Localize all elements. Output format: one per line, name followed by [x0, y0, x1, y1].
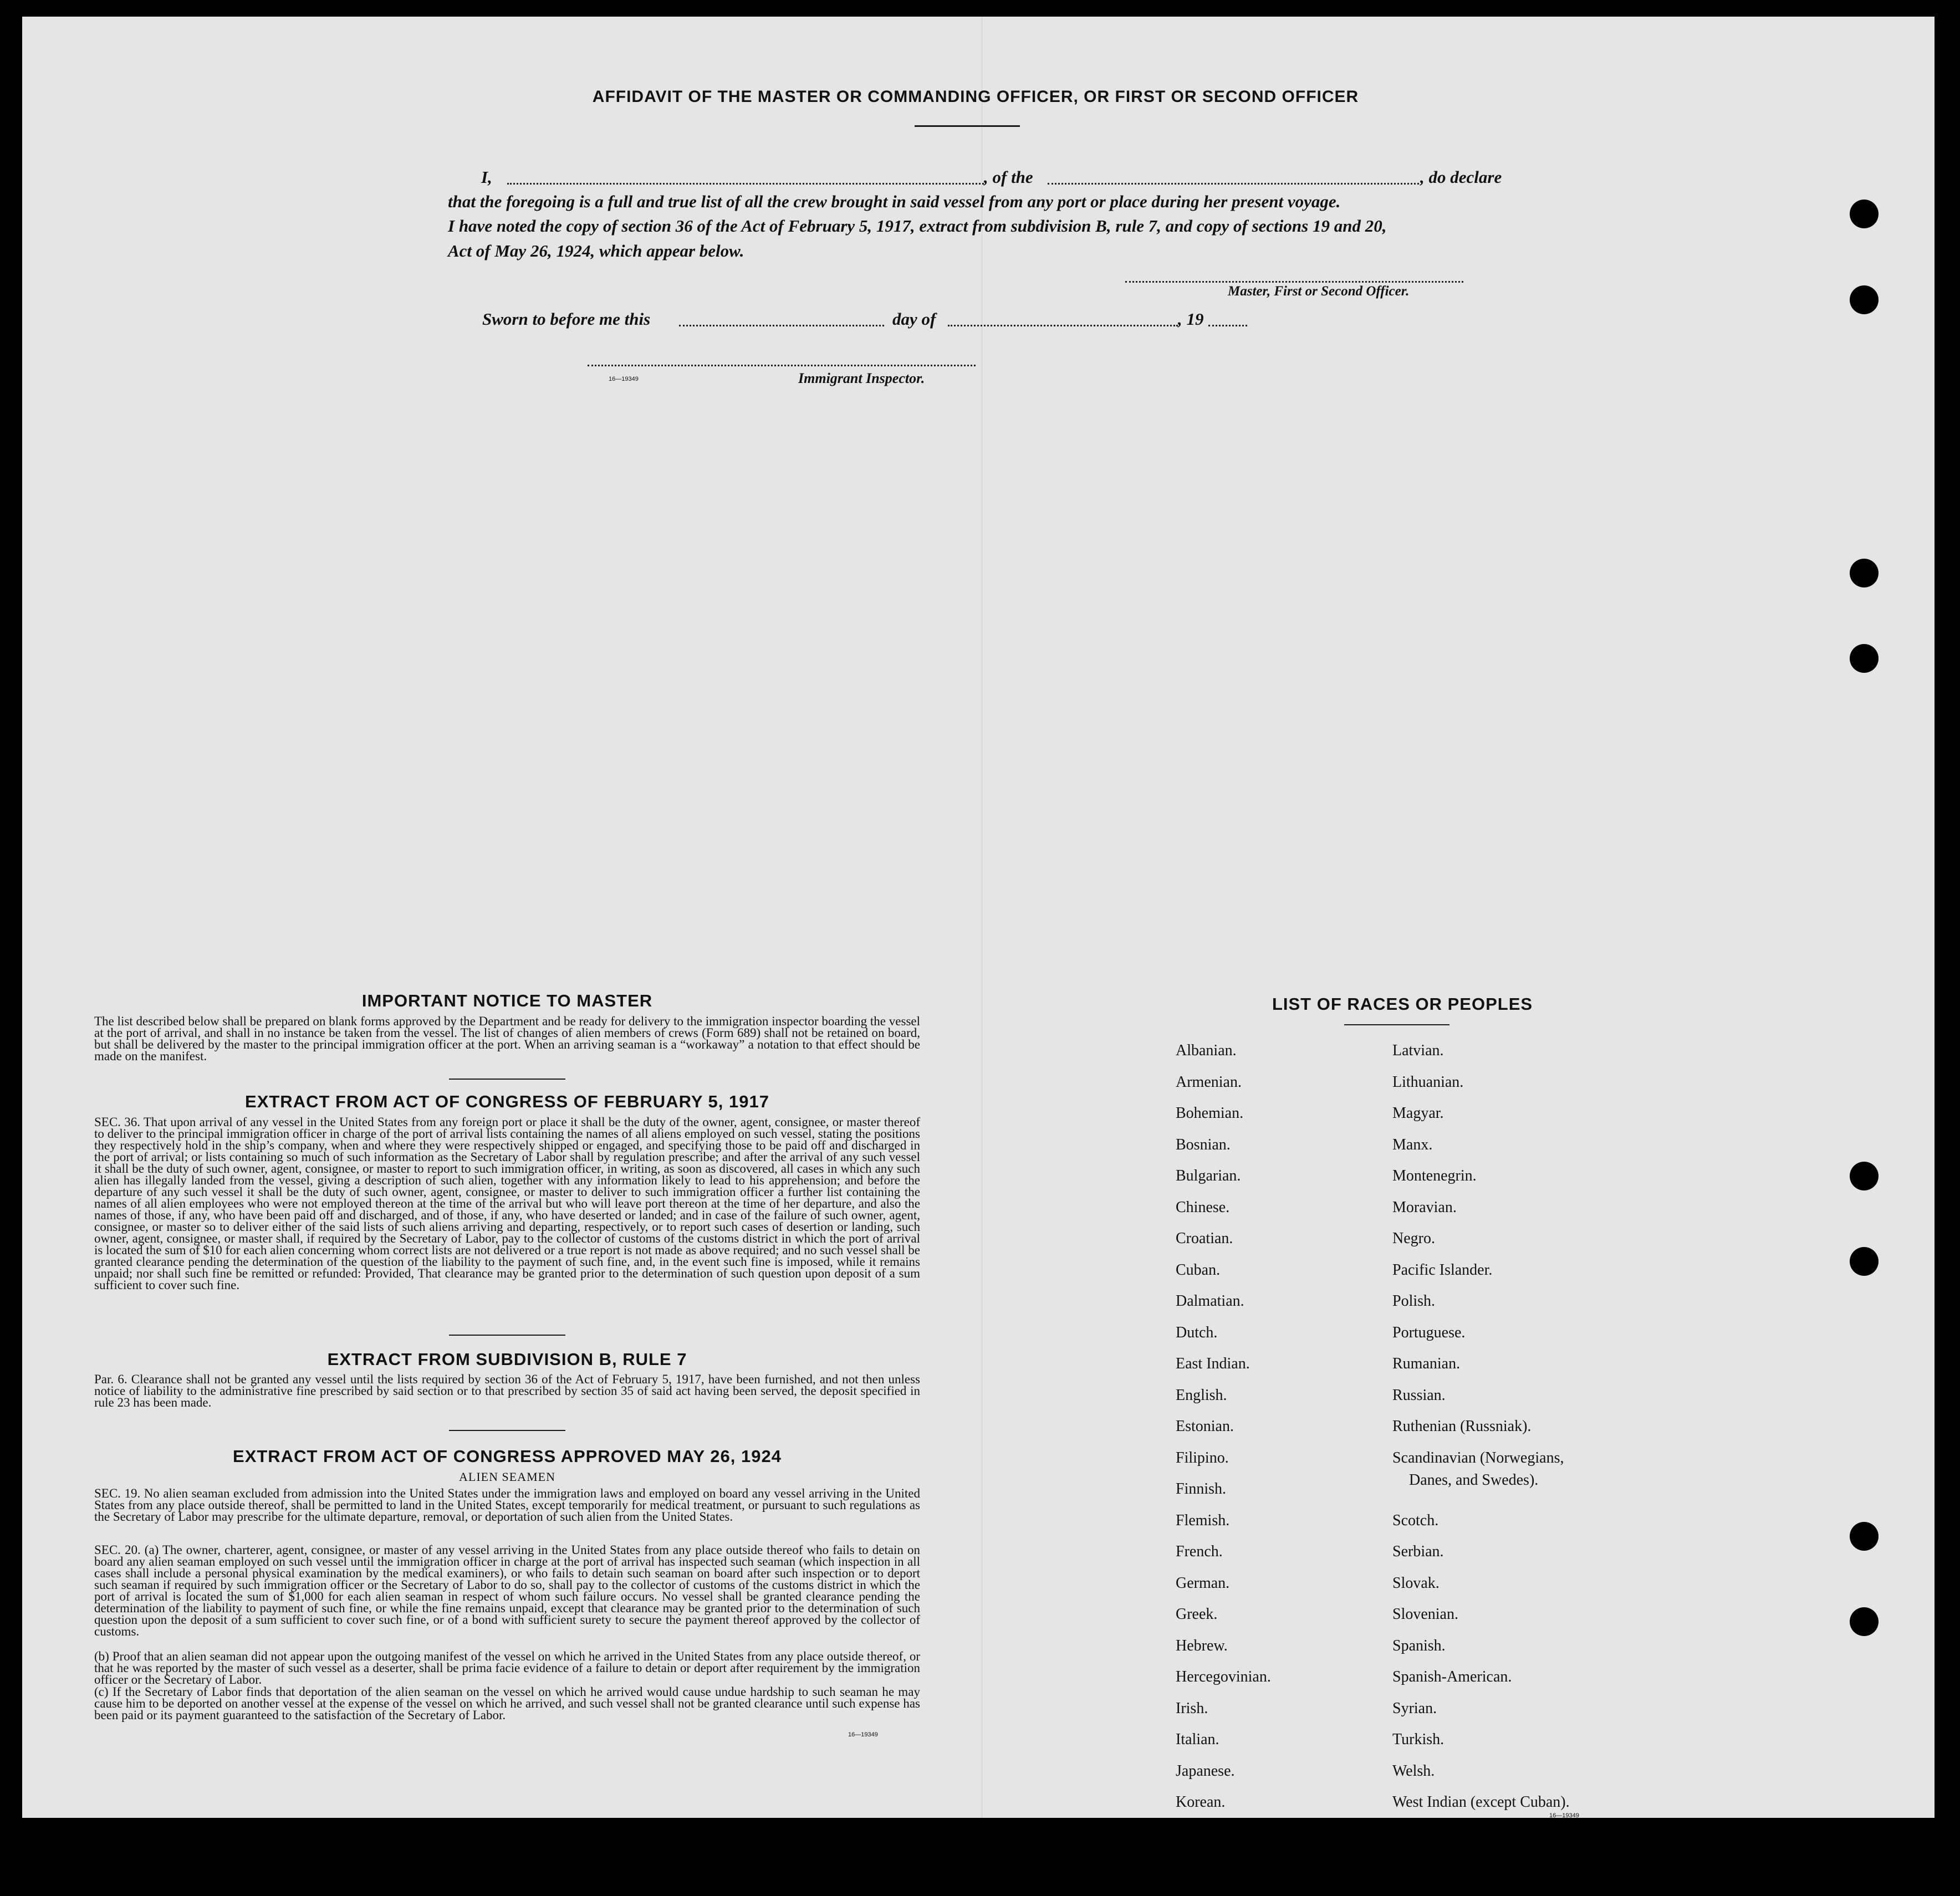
race-item: Dalmatian.: [1176, 1292, 1244, 1310]
rule7-body: Par. 6. Clearance shall not be granted any vessel until the lists required by section 36 of the Act of February 5, 1917, have been furnished, and not then unless notice of liability to the administrative fine prescribed by said section or to that prescribed by section 35 of said act having been served, the deposit specified in rule 23 has been made.: [94, 1372, 920, 1409]
master-signature-label: Master, First or Second Officer.: [1228, 284, 1410, 299]
binder-hole: [1850, 1162, 1879, 1190]
form-page: [22, 17, 1935, 1818]
race-item: Turkish.: [1392, 1731, 1445, 1748]
race-item: Portuguese.: [1392, 1323, 1466, 1341]
notice-body: The list described below shall be prepared on blank forms approved by the Department and be ready for delivery to the immigration inspector boarding the vessel at the port of arrival, and shall in no instance be taken from the vessel. The list of changes of alien members of crews (Form 689) shall not be retained on board, but shall be delivered by the master to the principal immigration officer at the port. When an arriving seaman is a “workaway” a notation to that effect should be made on the manifest.: [94, 1014, 920, 1063]
extract-form-number: 16—19349: [848, 1731, 878, 1738]
race-item: Dutch.: [1176, 1323, 1218, 1341]
race-item: Albanian.: [1176, 1042, 1237, 1059]
races-form-number: 16—19349: [1549, 1812, 1579, 1819]
sworn-month-blank[interactable]: [948, 325, 1178, 326]
vessel-blank[interactable]: [1048, 183, 1419, 185]
sworn-day-blank[interactable]: [679, 325, 884, 326]
affidavit-line-3: I have noted the copy of section 36 of the Act of February 5, 1917, extract from subdivision B, rule 7, and copy of sections 19 and 20,: [448, 216, 1387, 236]
race-item: Pacific Islander.: [1392, 1261, 1493, 1279]
race-item: Italian.: [1176, 1731, 1219, 1748]
extract-1924-title: EXTRACT FROM ACT OF CONGRESS APPROVED MAY 26, 1924: [233, 1447, 782, 1466]
race-item: East Indian.: [1176, 1355, 1250, 1372]
race-item: Slovenian.: [1392, 1606, 1458, 1623]
race-item: Filipino.: [1176, 1449, 1229, 1466]
master-signature-line[interactable]: [1125, 281, 1463, 283]
binder-hole: [1850, 644, 1879, 673]
do-declare-label: , do declare: [1420, 167, 1502, 187]
race-item: Ruthenian (Russniak).: [1392, 1418, 1532, 1435]
race-item: Moravian.: [1392, 1198, 1457, 1216]
sec20a-body: SEC. 20. (a) The owner, charterer, agent, consignee, or master of any vessel arriving in the United States from any place outside thereof who fails to detain on board any alien seaman employed on such vessel until the immigration officer in charge at the port of arrival has inspected such seaman (which inspection in all cases shall include a personal physical examination by the medical examiners), or who fails to detain such seaman on board after such inspection or to deport such seaman if required by such immigration officer or the Secretary of Labor to do so, shall pay to the collector of customs of the customs district in which the port of arrival is located the sum of $1,000 for each alien seaman in respect of whom such failure occurs. No vessel shall be granted clearance pending the determination of the liability to payment of such fine, or while the fine remains unpaid, except that clearance may be granted prior to the determination of such question upon the deposit of a sum sufficient to cover such fine, or of a bond with sufficient surety to secure the payment thereof approved by the collector of customs.: [94, 1543, 920, 1638]
race-item: Chinese.: [1176, 1198, 1230, 1216]
race-item: Spanish.: [1392, 1637, 1446, 1654]
extract-1917-body: SEC. 36. That upon arrival of any vessel in the United States from any foreign port or place it shall be the duty of the owner, agent, consignee, or master thereof to deliver to the principal immigration officer in charge of the port of arrival lists containing the names of all aliens employed on such vessel, stating the positions they respectively hold in the ship’s company, when and where they were respectively shipped or engaged, and specifying those to be paid off and discharged in the port of arrival; or lists containing so much of such information as the Secretary of Labor shall by regulation prescribe; and after the arrival of any such vessel it shall be the duty of such owner, agent, consignee, or master to report to such immigration officer, in writing, as soon as discovered, all cases in which any such alien has illegally landed from the vessel, giving a description of such alien, together with any information likely to lead to his apprehension; and before the departure of any such vessel it shall be the duty of such owner, agent, consignee, or master to deliver to such immigration officer a further list containing the names of all alien employees who were not employed thereon at the time of the arrival but who will leave port thereon at the time of her departure, and also the names of those, if any, who have been paid off and discharged, and of those, if any, who have deserted or landed; and in case of the failure of such owner, agent, consignee, or master so to deliver either of the said lists of such aliens arriving and departing, respectively, or to report such cases of desertion or landing, such owner, agent, consignee, or master shall, if required by the Secretary of Labor, pay to the collector of customs of the customs district in which the port of arrival is located the sum of $10 for each alien concerning whom correct lists are not delivered or a true report is not made as above required; and no such vessel shall be granted clearance pending the determination of the question of the liability to the payment of such fine, and, in the event such fine is imposed, while it remains unpaid; nor shall such fine be remitted or refunded: Provided, That clearance may be granted prior to the determination of such question upon deposit of a sum sufficient to cover such fine.: [94, 1115, 920, 1292]
races-rule: [1344, 1024, 1449, 1025]
race-item: French.: [1176, 1543, 1223, 1560]
sworn-label: Sworn to before me this: [482, 309, 651, 329]
race-item: Scotch.: [1392, 1511, 1439, 1529]
race-item: Manx.: [1392, 1136, 1433, 1153]
race-item: English.: [1176, 1386, 1227, 1404]
race-item: Scandinavian (Norwegians,: [1392, 1449, 1564, 1466]
extract-1917-rule: [449, 1335, 565, 1336]
race-item: Spanish-American.: [1392, 1668, 1512, 1685]
race-item: Bulgarian.: [1176, 1167, 1241, 1184]
race-item: Hebrew.: [1176, 1637, 1228, 1654]
race-item: Magyar.: [1392, 1105, 1444, 1122]
race-item: Negro.: [1392, 1230, 1435, 1247]
rule7-title: EXTRACT FROM SUBDIVISION B, RULE 7: [327, 1350, 687, 1369]
rule7-rule: [449, 1430, 565, 1431]
affidavit-title: AFFIDAVIT OF THE MASTER OR COMMANDING OFFICER, OR FIRST OR SECOND OFFICER: [592, 88, 1359, 106]
race-item: Korean.: [1176, 1793, 1226, 1811]
race-item-continuation: Danes, and Swedes).: [1409, 1471, 1539, 1489]
race-item: Irish.: [1176, 1699, 1208, 1717]
race-item: Hercegovinian.: [1176, 1668, 1271, 1685]
races-title: LIST OF RACES OR PEOPLES: [1272, 994, 1533, 1014]
sec20b-body: (b) Proof that an alien seaman did not appear upon the outgoing manifest of the vessel on which he arrived in the United States from any place outside thereof, or that he was reported by the master of such vessel as a deserter, shall be prima facie evidence of a failure to detain or deport after requirement by the immigration officer or the Secretary of Labor.: [94, 1649, 920, 1687]
binder-hole: [1850, 1247, 1879, 1276]
affidavit-form-number: 16—19349: [609, 376, 639, 382]
year-label: , 19: [1178, 309, 1204, 329]
binder-hole: [1850, 1522, 1879, 1551]
race-item: Bosnian.: [1176, 1136, 1231, 1153]
i-label: I,: [481, 167, 492, 187]
day-of-label: day of: [892, 309, 936, 329]
race-item: West Indian (except Cuban).: [1392, 1793, 1570, 1811]
race-item: Rumanian.: [1392, 1355, 1461, 1372]
race-item: Cuban.: [1176, 1261, 1221, 1279]
race-item: Slovak.: [1392, 1574, 1440, 1592]
sworn-year-blank[interactable]: [1208, 325, 1247, 326]
alien-seamen-subtitle: ALIEN SEAMEN: [459, 1470, 555, 1484]
race-item: German.: [1176, 1574, 1230, 1592]
extract-1917-title: EXTRACT FROM ACT OF CONGRESS OF FEBRUARY 5, 1917: [245, 1092, 769, 1111]
notice-rule: [449, 1079, 565, 1080]
of-the-label: , of the: [984, 167, 1033, 187]
inspector-label: Immigrant Inspector.: [798, 370, 925, 386]
race-item: Finnish.: [1176, 1480, 1227, 1498]
race-item: Croatian.: [1176, 1230, 1233, 1247]
race-item: Welsh.: [1392, 1762, 1435, 1780]
race-item: Montenegrin.: [1392, 1167, 1477, 1184]
name-blank[interactable]: [507, 183, 984, 185]
sec19-body: SEC. 19. No alien seaman excluded from admission into the United States under the immigration laws and employed on board any vessel arriving in the United States from any place outside thereof, shall be permitted to land in the United States, except temporarily for medical treatment, or pursuant to such regulations as the Secretary of Labor may prescribe for the ultimate departure, removal, or deportation of such alien from the United States.: [94, 1486, 920, 1524]
inspector-signature-line[interactable]: [588, 365, 976, 366]
binder-hole: [1850, 559, 1879, 587]
race-item: Bohemian.: [1176, 1105, 1244, 1122]
affidavit-line-4: Act of May 26, 1924, which appear below.: [448, 241, 744, 260]
race-item: Latvian.: [1392, 1042, 1444, 1059]
binder-hole: [1850, 1607, 1879, 1636]
race-item: Flemish.: [1176, 1511, 1230, 1529]
binder-hole: [1850, 285, 1879, 314]
affidavit-line-2: that the foregoing is a full and true list of all the crew brought in said vessel from any port or place during her present voyage.: [448, 192, 1341, 211]
race-item: Japanese.: [1176, 1762, 1235, 1780]
race-item: Lithuanian.: [1392, 1073, 1464, 1091]
race-item: Russian.: [1392, 1386, 1446, 1404]
race-item: Estonian.: [1176, 1418, 1234, 1435]
title-rule: [915, 125, 1020, 127]
race-item: Serbian.: [1392, 1543, 1444, 1560]
sec20c-body: (c) If the Secretary of Labor finds that deportation of the alien seaman on the vessel on which he arrived would cause undue hardship to such seaman he may cause him to be deported on another vessel at the expense of the vessel on which he arrived, and such vessel shall not be granted clearance until such expense has been paid or its payment guaranteed to the satisfaction of the Secretary of Labor.: [94, 1685, 920, 1722]
race-item: Greek.: [1176, 1606, 1218, 1623]
race-item: Armenian.: [1176, 1073, 1242, 1091]
notice-title: IMPORTANT NOTICE TO MASTER: [361, 991, 653, 1010]
race-item: Syrian.: [1392, 1699, 1437, 1717]
race-item: Polish.: [1392, 1292, 1436, 1310]
binder-hole: [1850, 200, 1879, 228]
